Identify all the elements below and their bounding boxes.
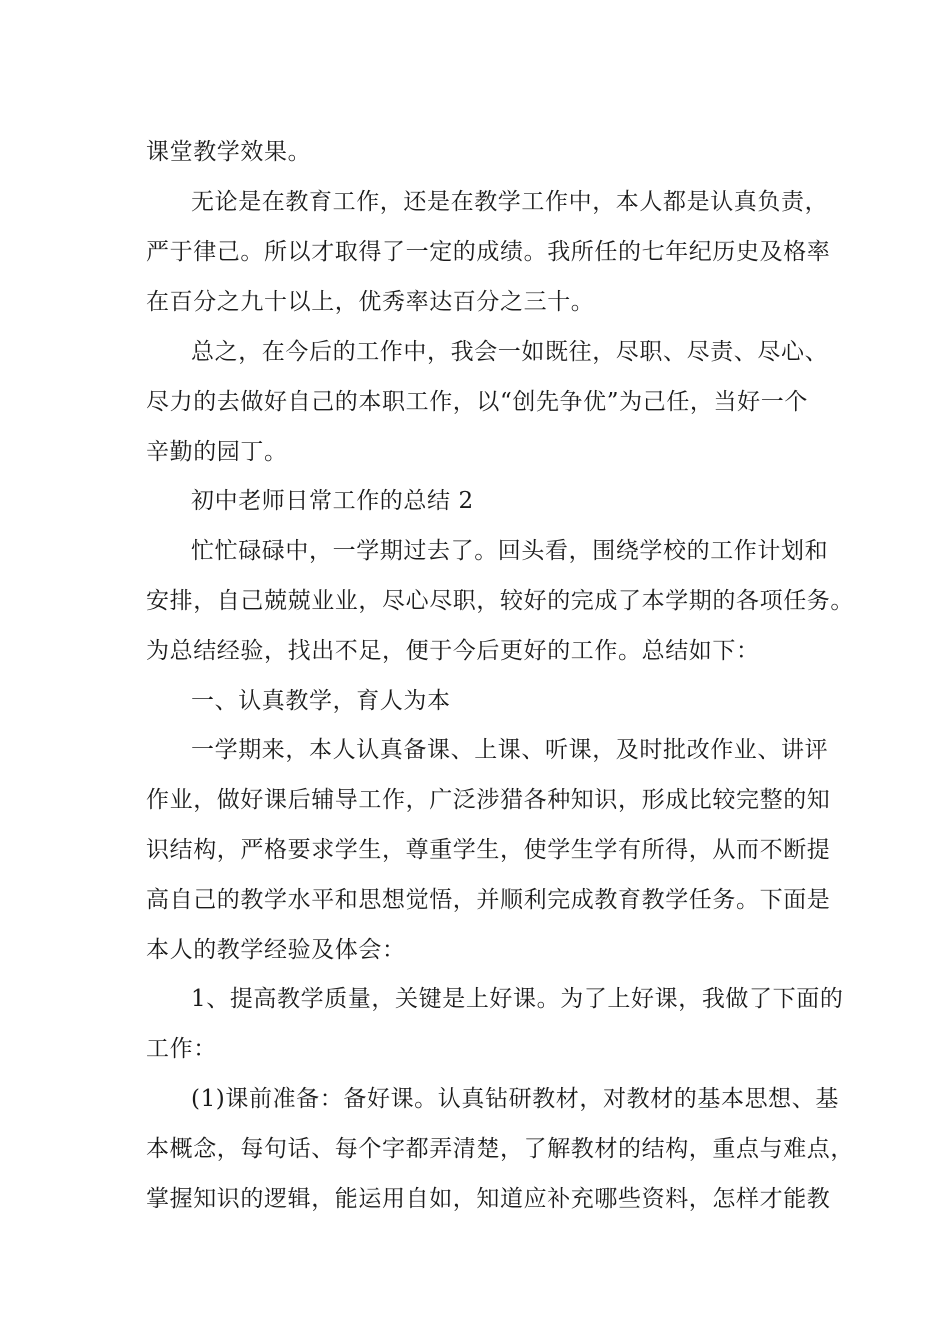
- paragraph-line: 作业，做好课后辅导工作，广泛涉猎各种知识，形成比较完整的知: [146, 787, 831, 813]
- paragraph-line: 尽力的去做好自己的本职工作，以“创先争优”为己任，当好一个: [146, 389, 808, 415]
- paragraph-line: 掌握知识的逻辑，能运用自如，知道应补充哪些资料，怎样才能教: [146, 1186, 831, 1212]
- paragraph-line: 工作：: [146, 1036, 217, 1062]
- paragraph-line: 总之，在今后的工作中，我会一如既往，尽职、尽责、尽心、: [191, 339, 829, 365]
- paragraph-line: 1、提高教学质量，关键是上好课。为了上好课，我做了下面的: [191, 986, 844, 1012]
- paragraph-line: 无论是在教育工作，还是在教学工作中，本人都是认真负责，: [191, 189, 829, 215]
- paragraph-line: 辛勤的园丁。: [146, 439, 288, 465]
- paragraph-line: 本概念，每句话、每个字都弄清楚，了解教材的结构，重点与难点，: [146, 1136, 854, 1162]
- paragraph-line: 一学期来，本人认真备课、上课、听课，及时批改作业、讲评: [191, 737, 829, 763]
- paragraph-line: 高自己的教学水平和思想觉悟，并顺利完成教育教学任务。下面是: [146, 887, 831, 913]
- paragraph-line: 在百分之九十以上，优秀率达百分之三十。: [146, 289, 595, 315]
- paragraph-line: 安排，自己兢兢业业，尽心尽职，较好的完成了本学期的各项任务。: [146, 588, 854, 614]
- paragraph-line: 严于律己。所以才取得了一定的成绩。我所任的七年纪历史及格率: [146, 239, 831, 265]
- paragraph-line: 为总结经验，找出不足，便于今后更好的工作。总结如下：: [146, 638, 760, 664]
- paragraph-line: 本人的教学经验及体会：: [146, 937, 406, 963]
- subsection-heading: 一、认真教学，育人为本: [191, 688, 451, 714]
- section-heading: 初中老师日常工作的总结 2: [191, 488, 474, 514]
- paragraph-line: (1)课前准备：备好课。认真钻研教材，对教材的基本思想、基: [191, 1086, 839, 1112]
- paragraph-line: 忙忙碌碌中，一学期过去了。回头看，围绕学校的工作计划和: [191, 538, 829, 564]
- paragraph-line: 识结构，严格要求学生，尊重学生，使学生学有所得，从而不断提: [146, 837, 831, 863]
- paragraph-line: 课堂教学效果。: [146, 139, 312, 165]
